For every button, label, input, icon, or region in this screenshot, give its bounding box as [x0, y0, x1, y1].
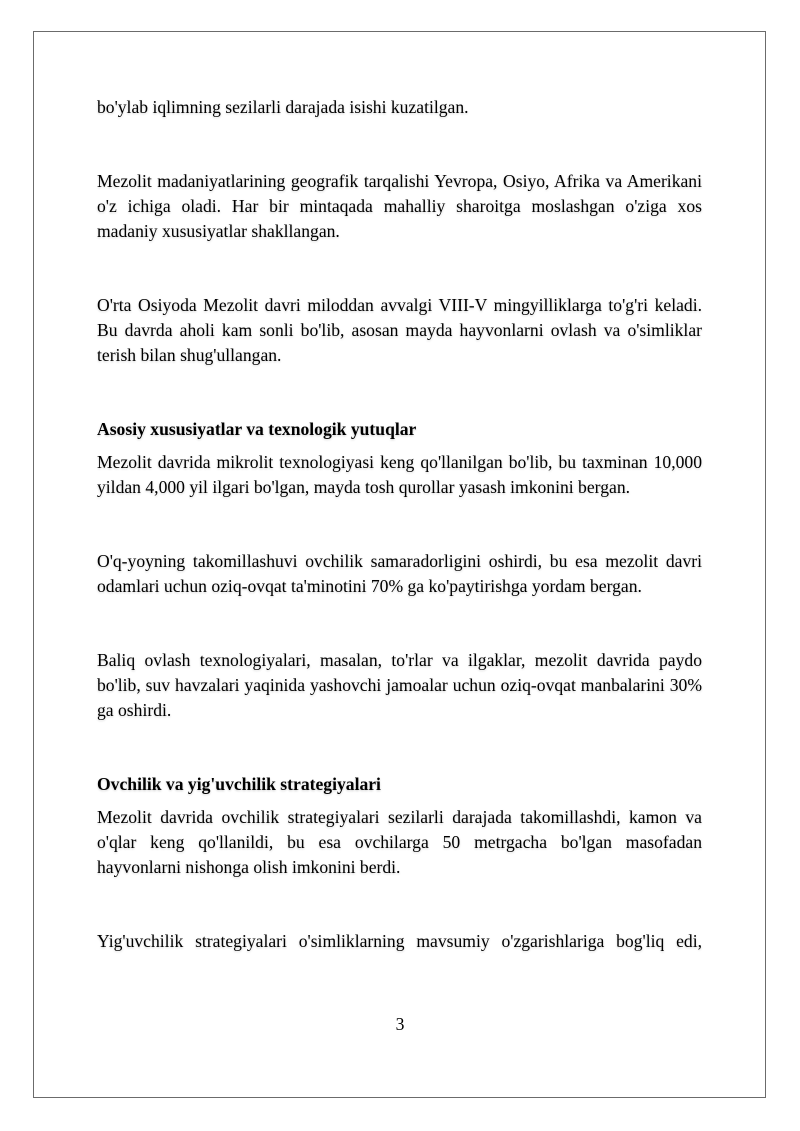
page-number: 3	[395, 1014, 405, 1034]
section-heading-hunting: Ovchilik va yig'uvchilik strategiyalari	[97, 774, 381, 794]
paragraph-gathering: Yig'uvchilik strategiyalari o'simliklarning mavsumiy o'zgarishlariga bog'liq edi,	[97, 931, 702, 951]
paragraph-geography: Mezolit madaniyatlarining geografik tarqalishi Yevropa, Osiyo, Afrika va Amerikani o'z ichiga oladi. Har bir mintaqada mahalliy sharoitga moslashgan o'ziga xos madaniy xususiyatlar shakllangan.	[97, 171, 702, 241]
paragraph-bow: O'q-yoyning takomillashuvi ovchilik samaradorligini oshirdi, bu esa mezolit davri odamlari uchun oziq-ovqat ta'minotini 70% ga ko'paytirishga yordam bergan.	[97, 551, 702, 596]
paragraph-hunting: Mezolit davrida ovchilik strategiyalari sezilarli darajada takomillashdi, kamon va o'qlar keng qo'llanildi, bu esa ovchilarga 50 metrgacha bo'lgan masofadan hayvonlarni nishonga olish imkonini berdi.	[97, 807, 702, 877]
paragraph-microlith: Mezolit davrida mikrolit texnologiyasi keng qo'llanilgan bo'lib, bu taxminan 10,000 yildan 4,000 yil ilgari bo'lgan, mayda tosh qurollar yasash imkonini bergan.	[97, 452, 702, 497]
document-body	[97, 95, 702, 954]
section-heading-technology: Asosiy xususiyatlar va texnologik yutuqlar	[97, 419, 417, 439]
paragraph-fishing: Baliq ovlash texnologiyalari, masalan, to'rlar va ilgaklar, mezolit davrida paydo bo'lib, suv havzalari yaqinida yashovchi jamoalar uchun oziq-ovqat manbalarini 30% ga oshirdi.	[97, 650, 702, 720]
paragraph-climate: bo'ylab iqlimning sezilarli darajada isishi kuzatilgan.	[97, 97, 469, 117]
paragraph-central-asia: O'rta Osiyoda Mezolit davri miloddan avvalgi VIII-V mingyilliklarga to'g'ri keladi. Bu davrda aholi kam sonli bo'lib, asosan mayda hayvonlarni ovlash va o'simliklar terish bilan shug'ullangan.	[97, 295, 702, 365]
